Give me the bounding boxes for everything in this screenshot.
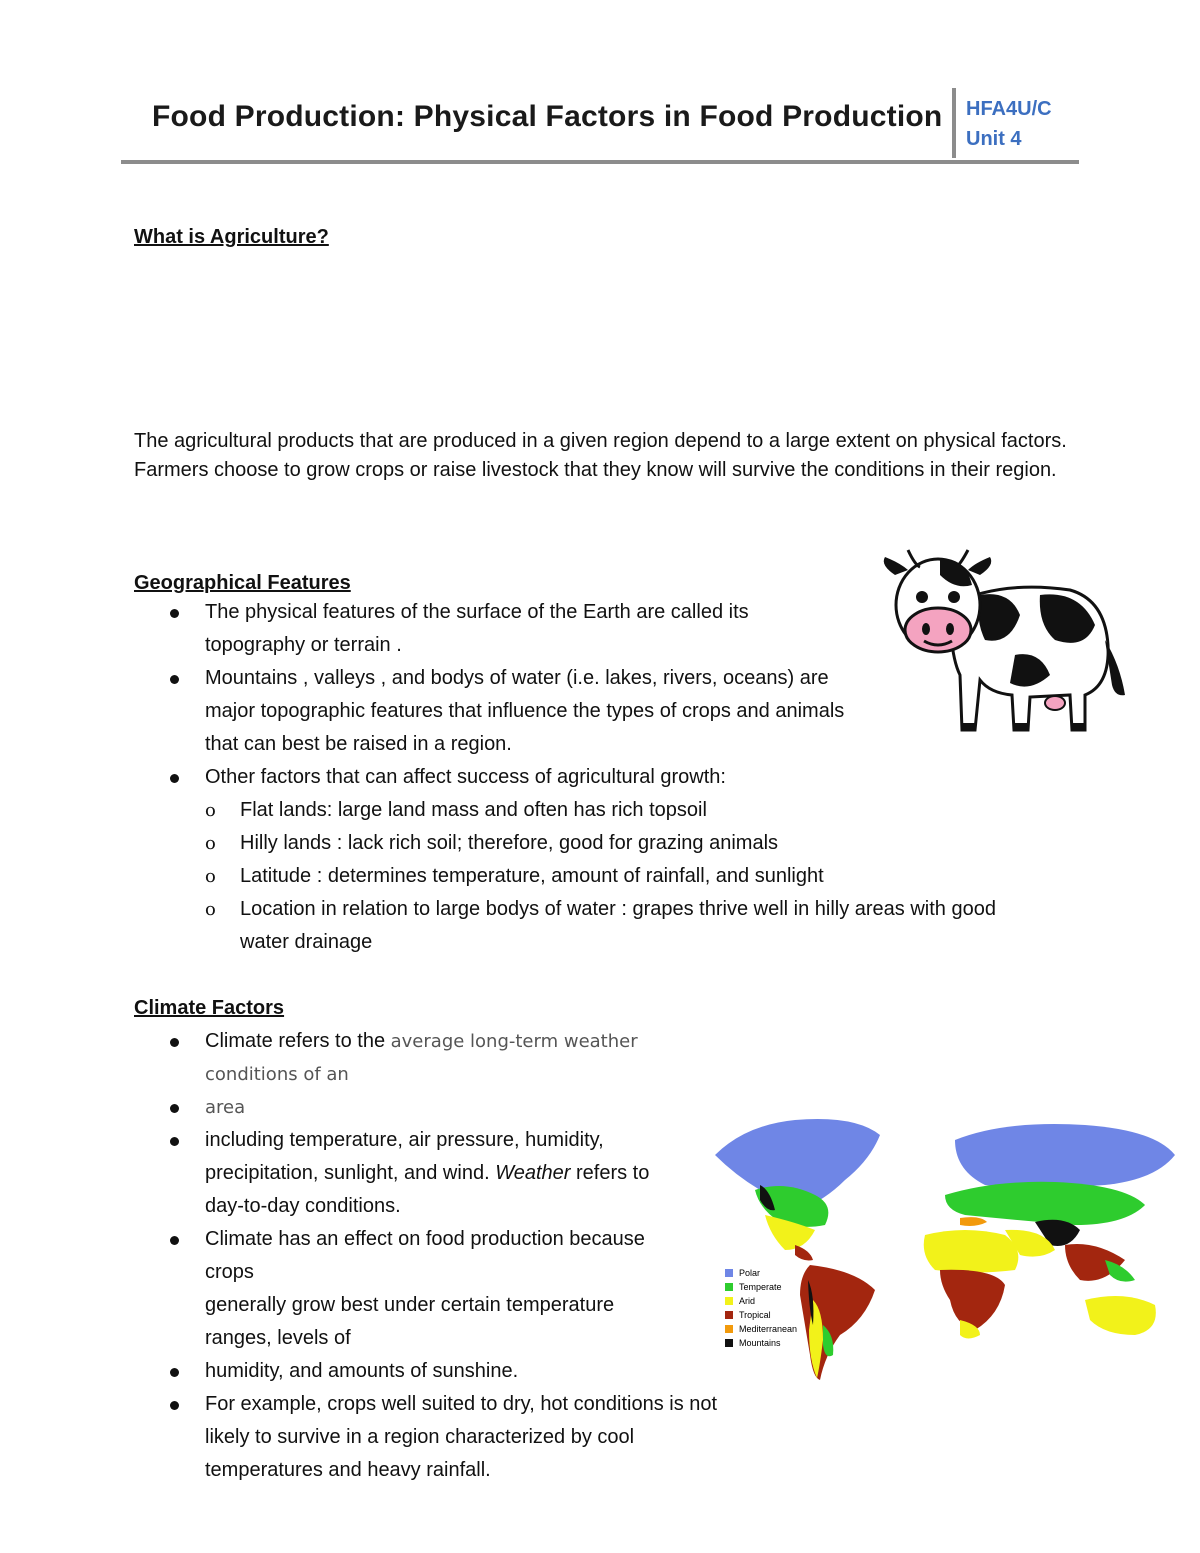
legend-swatch-temperate: [725, 1283, 733, 1291]
list-item: [205, 794, 870, 827]
climate-text: Climate has an effect on food production because crops: [205, 1228, 645, 1283]
geo-sub-text: Hilly lands : lack rich soil; therefore, good for grazing animals: [240, 832, 779, 854]
geo-bullet-text: Mountains , valleys , and bodys of water (i.e. lakes, rivers, oceans) are major topographic features that influence the types of crops and animals that can best be raised in a region.: [205, 667, 845, 755]
bullet-dot-icon: [170, 1038, 179, 1047]
climate-bullet-list: [170, 1025, 730, 1487]
climate-text: generally grow best under certain temperature ranges, levels of: [205, 1294, 615, 1349]
climate-text: refers to day-to-day conditions.: [205, 1162, 650, 1217]
climate-text: For example, crops well suited to dry, hot conditions is not likely to survive in a region characterized by cool temperatures and heavy rainfall.: [205, 1393, 718, 1481]
bullet-dot-icon: [170, 1401, 179, 1410]
geo-bullet-list: [170, 596, 996, 959]
climate-gray-text: average long-term weather conditions of an: [205, 1031, 638, 1085]
bullet-dot-icon: [170, 774, 179, 783]
legend-swatch-mediterranean: [725, 1325, 733, 1333]
legend-swatch-polar: [725, 1269, 733, 1277]
legend-swatch-tropical: [725, 1311, 733, 1319]
heading-geographical-features: Geographical Features: [134, 572, 351, 594]
course-code: HFA4U/C: [966, 98, 1052, 120]
list-item: [170, 1388, 730, 1487]
header-vertical-divider: [952, 88, 956, 158]
geo-sub-text: Flat lands: large land mass and often has rich topsoil: [240, 799, 707, 821]
bullet-dot-icon: [170, 1137, 179, 1146]
climate-text-block: [205, 1124, 685, 1223]
geo-sub-text: Latitude : determines temperature, amount of rainfall, and sunlight: [240, 865, 824, 887]
geo-sub-list: [170, 794, 996, 959]
list-item: [170, 761, 996, 959]
bullet-dot-icon: [170, 609, 179, 618]
legend-label-polar: Polar: [739, 1268, 761, 1278]
legend-label-mediterranean: Mediterranean: [739, 1324, 798, 1334]
list-item: [205, 827, 870, 860]
bullet-dot-icon: [170, 1236, 179, 1245]
unit-label: Unit 4: [966, 128, 1022, 150]
intro-paragraph: The agricultural products that are produced in a given region depend to a large extent on physical factors. Farmers choose to grow crops or raise livestock that they know will survive the conditions in their region.: [134, 430, 1067, 481]
course-code-box: [952, 88, 1078, 158]
list-item: [170, 1091, 730, 1124]
climate-text: humidity, and amounts of sunshine.: [205, 1360, 519, 1382]
sub-bullet-o-icon: o: [205, 899, 216, 920]
cow-illustration: [880, 545, 1130, 740]
sub-bullet-o-icon: o: [205, 833, 216, 854]
climate-text: including temperature, air pressure, humidity, precipitation, sunlight, and wind.: [205, 1129, 604, 1184]
list-item: [170, 1025, 730, 1091]
list-item: [170, 1124, 730, 1223]
sub-bullet-o-icon: o: [205, 866, 216, 887]
geo-bullet-text: The physical features of the surface of the Earth are called its topography or terrain .: [205, 601, 749, 656]
list-item: [170, 596, 870, 662]
climate-italic-text: Weather: [495, 1162, 571, 1184]
bullet-dot-icon: [170, 1368, 179, 1377]
map-legend: [725, 1268, 797, 1348]
legend-label-mountains: Mountains: [739, 1338, 781, 1348]
climate-world-map: [705, 1110, 1185, 1385]
list-item: [205, 860, 870, 893]
heading-climate-factors: Climate Factors: [134, 997, 285, 1019]
list-item: [170, 1223, 730, 1355]
legend-swatch-mountains: [725, 1339, 733, 1347]
legend-swatch-arid: [725, 1297, 733, 1305]
eurasia-africa-landmass: [924, 1124, 1175, 1339]
legend-label-arid: Arid: [739, 1296, 756, 1306]
list-item: [170, 662, 870, 761]
bullet-dot-icon: [170, 1104, 179, 1113]
document-title: Food Production: Physical Factors in Food Production: [152, 100, 943, 133]
list-item: [170, 1355, 730, 1388]
list-item: [205, 893, 996, 959]
header-rule: [121, 160, 1079, 164]
climate-gray-text: area: [205, 1097, 246, 1118]
heading-what-is-agriculture: What is Agriculture?: [134, 226, 329, 248]
geo-sub-text: Location in relation to large bodys of water : grapes thrive well in hilly areas with good water drainage: [240, 898, 996, 953]
sub-bullet-o-icon: o: [205, 800, 216, 821]
geo-bullet-text: Other factors that can affect success of agricultural growth:: [205, 766, 726, 788]
bullet-dot-icon: [170, 675, 179, 684]
climate-text: Climate refers to the: [205, 1030, 391, 1052]
legend-label-tropical: Tropical: [739, 1310, 771, 1320]
legend-label-temperate: Temperate: [739, 1282, 782, 1292]
